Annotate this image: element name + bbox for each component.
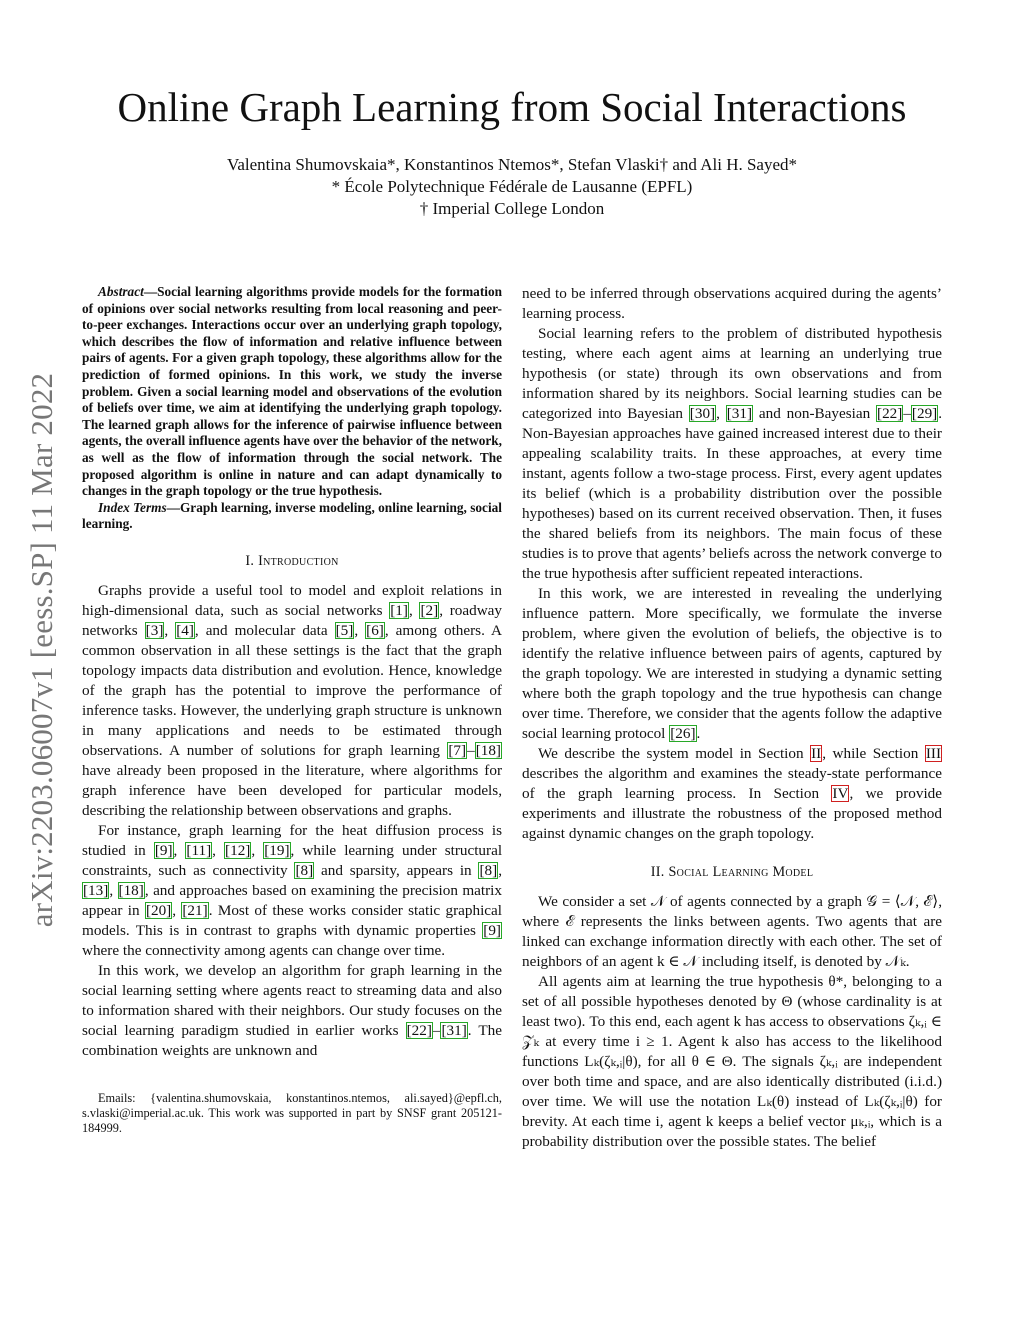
left-column xyxy=(82,284,502,1136)
citation-link[interactable]: [6] xyxy=(366,621,384,639)
citation-link[interactable]: [9] xyxy=(483,921,501,939)
affiliation-imperial: † Imperial College London xyxy=(419,199,605,218)
paragraph-text: , while learning under structural constraints, such as connectivity xyxy=(82,841,503,879)
paragraph-text: , xyxy=(212,841,225,859)
paragraph-text: In this work, we develop an algorithm for graph learning in the social learning setting where agents react to streaming data and also to information shared with their neighbors. Our study focuses on the social learning paradigm studied in earlier works xyxy=(82,961,502,1039)
right-paragraph-4: We consider a set 𝒩 of agents connected by a graph 𝒢 = ⟨𝒩, ℰ⟩, where ℰ represents the links between agents. Two agents that are linked can exchange information directly with each other. The set of neighbors of an agent k ∈ 𝒩 including itself, is denoted by 𝒩ₖ. xyxy=(522,893,942,970)
abstract-label: Abstract xyxy=(98,284,144,299)
authors-line: Valentina Shumovskaia*, Konstantinos Ntemos*, Stefan Vlaski† and Ali H. Sayed* xyxy=(226,155,798,174)
citation-link[interactable]: [19] xyxy=(264,841,290,859)
paragraph-text: where the connectivity among agents can change over time. xyxy=(82,941,446,959)
paragraph-text: and sparsity, appears in xyxy=(314,861,479,879)
index-terms-text: —Graph learning, inverse modeling, online learning, social learning. xyxy=(82,499,502,532)
citation-link[interactable]: [8] xyxy=(295,861,314,879)
paragraph-text: For instance, graph learning for the heat diffusion process is studied in xyxy=(82,821,502,859)
paragraph-text: have already been proposed in the literature, where algorithms for graph inference have been developed for particular models, describing the relationship between observations and graphs. xyxy=(82,761,502,819)
paragraph-text: – xyxy=(432,1021,441,1039)
citation-link[interactable]: [22] xyxy=(877,405,903,422)
paragraph-text: Social learning refers to the problem of distributed hypothesis testing, where each agent aims at learning an underlying true hypothesis (or state) through its own observations and from information shared by its neighbors. Social learning studies can be categorized into Bayesian xyxy=(522,325,942,422)
section-reference-link[interactable]: IV xyxy=(832,785,849,802)
section-heading-introduction: I. Introduction xyxy=(245,552,339,569)
citation-link[interactable]: [2] xyxy=(420,601,439,619)
paragraph-text: , xyxy=(172,901,182,919)
authors-block xyxy=(0,154,1024,220)
paragraph-text: , and approaches based on examining the precision matrix appear in xyxy=(82,881,502,919)
citation-link[interactable]: [30] xyxy=(689,405,716,422)
paragraph-text: , xyxy=(498,861,502,879)
arxiv-id: arXiv:2203.06007v1 [eess.SP] 11 Mar 2022 xyxy=(24,372,59,928)
citation-link[interactable]: [18] xyxy=(475,741,501,759)
intro-paragraph-1 xyxy=(82,581,502,821)
citation-link[interactable]: [31] xyxy=(441,1021,467,1039)
paragraph-text: , xyxy=(408,601,420,619)
paragraph-text: We describe the system model in Section xyxy=(538,745,811,762)
citation-link[interactable]: [5] xyxy=(335,621,354,639)
citation-link[interactable]: [1] xyxy=(390,601,408,619)
index-terms xyxy=(82,500,502,533)
abstract xyxy=(82,284,502,500)
paragraph-text: , xyxy=(109,881,118,899)
paragraph-text: . Non-Bayesian approaches have gained increased interest due to their appealing scalability traits. In these approaches, at every time instant, agents follow a two-stage process. First, every agent updates its belief (which is a probability distribution over the possible hypotheses) based on its current received observation. Then, it fuses the shared beliefs from its neighbors. The main focus of these studies is to prove that agents’ beliefs across the network converge to the true hypothesis after sufficient repeated interactions. xyxy=(522,405,943,582)
citation-link[interactable]: [13] xyxy=(83,881,109,899)
paragraph-text: , xyxy=(251,841,264,859)
paragraph-text: . Most of these works consider static graphical models. This is in contrast to graphs with dynamic properties xyxy=(82,901,502,939)
arxiv-side-stamp xyxy=(12,310,72,990)
citation-link[interactable]: [22] xyxy=(406,1021,432,1039)
paragraph-text: , while Section xyxy=(822,745,925,762)
citation-link[interactable]: [18] xyxy=(118,881,144,899)
citation-link[interactable]: [9] xyxy=(154,841,173,859)
paragraph-text: , among others. A common observation in all these settings is the fact that the graph topology impacts data distribution and evolution. Hence, knowledge of the graph has the potential to improve the performance of inference tasks. However, the underlying graph structure is unknown in many applications and needs to be estimated through observations. A number of solutions for graph learning xyxy=(82,621,503,759)
paragraph-text: describes the algorithm and examines the steady-state performance of the graph learning process. In Section xyxy=(522,765,942,802)
paragraph-text: , and molecular data xyxy=(194,621,335,639)
citation-link[interactable]: [3] xyxy=(145,621,164,639)
citation-link[interactable]: [31] xyxy=(726,405,753,422)
citation-link[interactable]: [8] xyxy=(479,861,498,879)
section-heading-social-learning-model: II. Social Learning Model xyxy=(650,864,814,880)
section-reference-link[interactable]: III xyxy=(925,745,942,762)
paragraph-text: , xyxy=(164,621,176,639)
right-paragraph-2 xyxy=(522,584,942,744)
paragraph-text: , xyxy=(173,841,186,859)
affiliation-epfl: * École Polytechnique Fédérale de Lausanne (EPFL) xyxy=(331,177,693,196)
right-paragraph-5: All agents aim at learning the true hypothesis θ*, belonging to a set of all possible hypotheses denoted by Θ (whose cardinality is at least two). To this end, each agent k has access to observations ζₖ,ᵢ ∈ 𝒵ₖ at every time i ≥ 1. Agent k also has access to the likelihood functions Lₖ(ζₖ,ᵢ|θ), for all θ ∈ Θ. The signals ζₖ,ᵢ are independent over both time and space, and are also identically distributed (i.i.d.) over time. We will use the notation Lₖ(θ) instead of Lₖ(ζₖ,ᵢ|θ) for brevity. At each time i, agent k keeps a belief vector μₖ,ᵢ, which is a probability distribution over the possible states. The belief xyxy=(522,973,942,1150)
paragraph-text: and non-Bayesian xyxy=(753,405,877,422)
intro-paragraph-2 xyxy=(82,821,502,961)
paragraph-text: , we provide experiments and illustrate the robustness of the proposed method against dynamic changes on the graph topology. xyxy=(522,785,942,842)
right-paragraph-0: need to be inferred through observations acquired during the agents’ learning process. xyxy=(522,285,942,322)
index-terms-label: Index Terms xyxy=(98,499,167,515)
citation-link[interactable]: [7] xyxy=(448,741,467,759)
paragraph-text: In this work, we are interested in revealing the underlying influence pattern. More specifically, we formulate the inverse problem, where given the evolution of beliefs, the objective is to identify the relative influence between pairs of agents, captured by the graph topology. We are interested in studying a dynamic setting where both the graph topology and the true hypothesis can change over time. Therefore, we consider that the agents follow the adaptive social learning protocol xyxy=(522,585,942,742)
section-reference-link[interactable]: II xyxy=(811,745,822,762)
right-paragraph-3 xyxy=(522,744,942,844)
citation-link[interactable]: [21] xyxy=(182,901,208,919)
intro-paragraph-3 xyxy=(82,961,502,1061)
paragraph-text: , xyxy=(716,405,726,422)
citation-link[interactable]: [4] xyxy=(176,621,194,639)
paragraph-text: Graphs provide a useful tool to model and exploit relations in high-dimensional data, such as social networks xyxy=(82,581,502,619)
paragraph-text: . The combination weights are unknown and xyxy=(82,1021,502,1059)
paragraph-text: , xyxy=(354,621,366,639)
citation-link[interactable]: [26] xyxy=(670,725,696,742)
right-paragraph-1 xyxy=(522,324,942,584)
paragraph-text: – xyxy=(903,405,911,422)
abstract-text: —Social learning algorithms provide models for the formation of opinions over social networks resulting from local reasoning and peer-to-peer exchanges. Interactions occur over an underlying graph topology, which describes the flow of information and relative influence between pairs of agents. For a given graph topology, these algorithms allow for the prediction of formed opinions. In this work, we study the inverse problem. Given a social learning model and observations of the evolution of beliefs over time, we aim at identifying the underlying graph topology. The learned graph allows for the inference of pairwise influence between agents, the overall influence agents have over the behavior of the network, as well as the flow of information through the social network. The proposed algorithm is online in nature and can adapt dynamically to changes in the graph topology or the true hypothesis. xyxy=(82,284,502,499)
citation-link[interactable]: [11] xyxy=(186,841,212,859)
paragraph-text: . xyxy=(696,725,701,742)
citation-link[interactable]: [29] xyxy=(911,405,938,422)
footnote-emails: Emails: {valentina.shumovskaia, konstantinos.ntemos, ali.sayed}@epfl.ch, s.vlaski@imperial.ac.uk. This work was supported in part by SNSF grant 205121-184999. xyxy=(82,1090,502,1135)
citation-link[interactable]: [12] xyxy=(225,841,251,859)
paragraph-text: , roadway networks xyxy=(82,601,502,639)
right-column xyxy=(522,284,942,1152)
paragraph-text: – xyxy=(467,741,475,759)
citation-link[interactable]: [20] xyxy=(145,901,172,919)
paper-title: Online Graph Learning from Social Interactions xyxy=(117,84,907,130)
